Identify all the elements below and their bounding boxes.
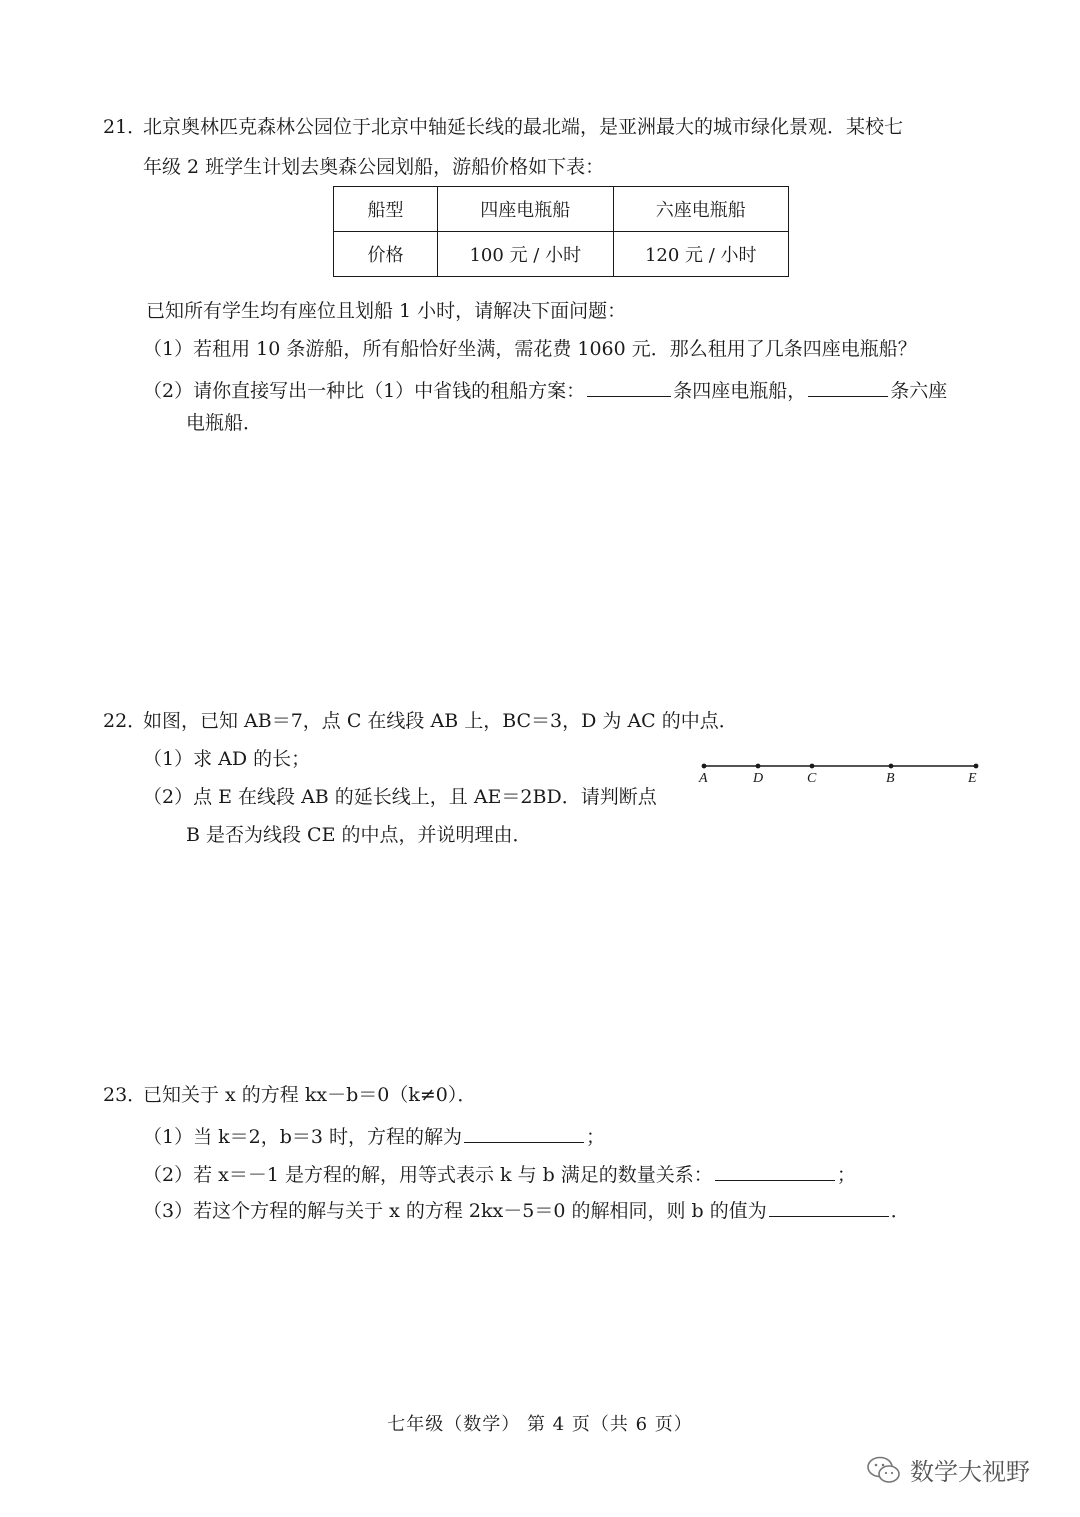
answer-blank[interactable] (464, 1124, 584, 1143)
q22-number: 22． (103, 710, 147, 732)
q22-part2: （2）点 E 在线段 AB 的延长线上，且 AE＝2BD．请判断点 (143, 786, 657, 808)
q21-part2-text-c: 条六座 (890, 380, 948, 402)
answer-blank[interactable] (769, 1198, 889, 1217)
table-row (334, 187, 789, 232)
page-footer: 七年级（数学） 第 4 页（共 6 页） (387, 1414, 693, 1435)
point-c (810, 764, 815, 769)
table-cell: 100 元 / 小时 (438, 232, 613, 277)
table-cell: 六座电瓶船 (613, 187, 788, 232)
wechat-icon (866, 1455, 902, 1485)
q23-part3-text: （3）若这个方程的解与关于 x 的方程 2kx－5＝0 的解相同，则 b 的值为 (143, 1200, 767, 1222)
segment-diagram (696, 758, 986, 788)
price-table (333, 186, 789, 277)
label-e: E (968, 771, 977, 786)
label-b: B (886, 771, 895, 786)
q21-part1: （1）若租用 10 条游船，所有船恰好坐满，需花费 1060 元．那么租用了几条四座电瓶船？ (143, 338, 917, 360)
watermark-text: 数学大视野 (910, 1458, 1030, 1486)
q23-part3 (143, 1198, 910, 1221)
q21-part2-text-b: 条四座电瓶船， (673, 380, 807, 402)
q21-line2: 年级 2 班学生计划去奥森公园划船，游船价格如下表： (143, 156, 605, 178)
q22-part1: （1）求 AD 的长； (143, 748, 311, 770)
table-row (334, 232, 789, 277)
label-d: D (753, 771, 764, 786)
answer-blank[interactable] (587, 378, 671, 397)
table-cell: 价格 (334, 232, 438, 277)
q23-line1: 已知关于 x 的方程 kx－b＝0（k≠0）． (143, 1084, 477, 1106)
point-b (889, 764, 894, 769)
q21-part2 (143, 378, 947, 401)
q21-given: 已知所有学生均有座位且划船 1 小时，请解决下面问题： (146, 300, 627, 322)
point-a (702, 764, 707, 769)
segment-figure (696, 758, 986, 788)
point-d (756, 764, 761, 769)
q21-part2-text-a: （2）请你直接写出一种比（1）中省钱的租船方案： (143, 380, 586, 402)
answer-blank[interactable] (715, 1162, 835, 1181)
q23-part1 (143, 1124, 605, 1147)
label-a: A (699, 771, 708, 786)
watermark (866, 1452, 1030, 1487)
q21-line1: 北京奥林匹克森林公园位于北京中轴延长线的最北端，是亚洲最大的城市绿化景观．某校七 (143, 116, 904, 138)
table-cell: 四座电瓶船 (438, 187, 613, 232)
label-c: C (807, 771, 817, 786)
q23-number: 23． (103, 1084, 147, 1106)
q23-part3-end: ． (890, 1200, 910, 1222)
answer-blank[interactable] (808, 378, 888, 397)
q21-number: 21． (103, 116, 147, 138)
q23-part1-text: （1）当 k＝2，b＝3 时，方程的解为 (143, 1126, 463, 1148)
table-cell: 120 元 / 小时 (613, 232, 788, 277)
q23-part2-text: （2）若 x＝－1 是方程的解，用等式表示 k 与 b 满足的数量关系： (143, 1164, 713, 1186)
table-cell: 船型 (334, 187, 438, 232)
q23-part2-end: ； (836, 1164, 856, 1186)
q22-part2-cont: B 是否为线段 CE 的中点，并说明理由． (186, 824, 532, 846)
q22-line1: 如图，已知 AB＝7，点 C 在线段 AB 上，BC＝3，D 为 AC 的中点． (143, 710, 738, 732)
q23-part2 (143, 1162, 856, 1185)
point-e (974, 764, 979, 769)
q21-part2-cont: 电瓶船． (186, 412, 263, 434)
q23-part1-end: ； (586, 1126, 606, 1148)
